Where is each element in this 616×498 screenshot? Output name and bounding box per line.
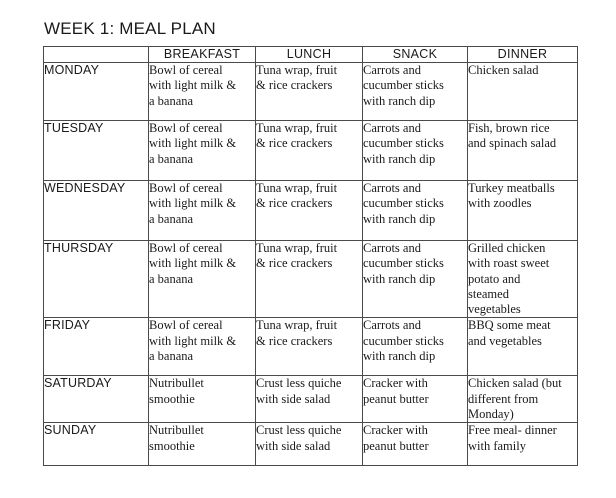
meal-plan-table [43,46,578,466]
table-row [44,241,578,318]
table-row [44,423,578,466]
breakfast-cell: Bowl of cereal with light milk & a banana [149,318,256,376]
snack-cell: Carrots and cucumber sticks with ranch dip [363,318,468,376]
day-cell: FRIDAY [44,318,149,376]
day-cell: WEDNESDAY [44,181,149,241]
lunch-cell: Tuna wrap, fruit & rice crackers [256,121,363,181]
snack-cell: Carrots and cucumber sticks with ranch dip [363,241,468,318]
dinner-cell: Grilled chicken with roast sweet potato and steamed vegetables [468,241,578,318]
header-breakfast: BREAKFAST [149,47,256,63]
day-cell: SUNDAY [44,423,149,466]
dinner-cell: Fish, brown rice and spinach salad [468,121,578,181]
table-row [44,318,578,376]
header-lunch: LUNCH [256,47,363,63]
snack-cell: Cracker with peanut butter [363,376,468,423]
breakfast-cell: Nutribullet smoothie [149,376,256,423]
day-cell: MONDAY [44,63,149,121]
day-cell: THURSDAY [44,241,149,318]
dinner-cell: Free meal- dinner with family [468,423,578,466]
dinner-cell: Turkey meatballs with zoodles [468,181,578,241]
lunch-cell: Tuna wrap, fruit & rice crackers [256,318,363,376]
dinner-cell: Chicken salad (but different from Monday) [468,376,578,423]
lunch-cell: Tuna wrap, fruit & rice crackers [256,63,363,121]
lunch-cell: Tuna wrap, fruit & rice crackers [256,241,363,318]
header-snack: SNACK [363,47,468,63]
header-dinner: DINNER [468,47,578,63]
breakfast-cell: Nutribullet smoothie [149,423,256,466]
table-row [44,121,578,181]
day-cell: TUESDAY [44,121,149,181]
lunch-cell: Crust less quiche with side salad [256,423,363,466]
table-row [44,181,578,241]
table-header-row [44,47,578,63]
header-day [44,47,149,63]
snack-cell: Carrots and cucumber sticks with ranch dip [363,63,468,121]
snack-cell: Carrots and cucumber sticks with ranch dip [363,121,468,181]
snack-cell: Cracker with peanut butter [363,423,468,466]
dinner-cell: Chicken salad [468,63,578,121]
breakfast-cell: Bowl of cereal with light milk & a banana [149,181,256,241]
table-row [44,376,578,423]
snack-cell: Carrots and cucumber sticks with ranch dip [363,181,468,241]
page-title: WEEK 1: MEAL PLAN [44,19,216,38]
breakfast-cell: Bowl of cereal with light milk & a banana [149,241,256,318]
dinner-cell: BBQ some meat and vegetables [468,318,578,376]
lunch-cell: Tuna wrap, fruit & rice crackers [256,181,363,241]
breakfast-cell: Bowl of cereal with light milk & a banana [149,121,256,181]
lunch-cell: Crust less quiche with side salad [256,376,363,423]
table-row [44,63,578,121]
day-cell: SATURDAY [44,376,149,423]
breakfast-cell: Bowl of cereal with light milk & a banana [149,63,256,121]
